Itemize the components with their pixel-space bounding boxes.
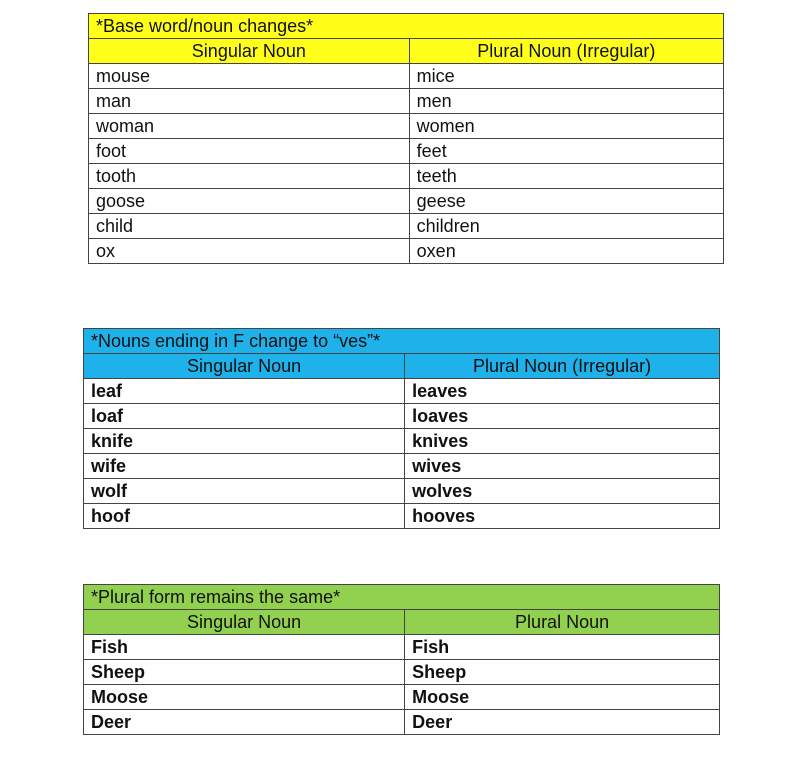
plural-cell: hooves <box>405 504 720 529</box>
plural-cell: Moose <box>405 685 720 710</box>
table-row <box>84 379 720 404</box>
plural-cell: women <box>409 114 723 139</box>
singular-cell: woman <box>89 114 410 139</box>
column-header-plural: Plural Noun <box>405 610 720 635</box>
plural-cell: feet <box>409 139 723 164</box>
singular-cell: Sheep <box>84 660 405 685</box>
f-to-ves-table <box>83 328 720 529</box>
table-row <box>89 64 724 89</box>
table-row <box>89 114 724 139</box>
table-row <box>84 429 720 454</box>
plural-cell: Fish <box>405 635 720 660</box>
plural-cell: oxen <box>409 239 723 264</box>
singular-cell: child <box>89 214 410 239</box>
table-title: *Plural form remains the same* <box>84 585 720 610</box>
plural-cell: leaves <box>405 379 720 404</box>
singular-cell: leaf <box>84 379 405 404</box>
singular-cell: Deer <box>84 710 405 735</box>
plural-cell: loaves <box>405 404 720 429</box>
plural-cell: wolves <box>405 479 720 504</box>
singular-cell: Fish <box>84 635 405 660</box>
column-header-plural: Plural Noun (Irregular) <box>405 354 720 379</box>
plural-cell: Sheep <box>405 660 720 685</box>
table-row <box>84 454 720 479</box>
table-row <box>84 504 720 529</box>
table-row <box>89 239 724 264</box>
singular-cell: ox <box>89 239 410 264</box>
singular-cell: wife <box>84 454 405 479</box>
table-title: *Nouns ending in F change to “ves”* <box>84 329 720 354</box>
singular-cell: wolf <box>84 479 405 504</box>
column-header-plural: Plural Noun (Irregular) <box>409 39 723 64</box>
plural-cell: mice <box>409 64 723 89</box>
column-header-singular: Singular Noun <box>84 354 405 379</box>
singular-cell: Moose <box>84 685 405 710</box>
table-row <box>84 710 720 735</box>
singular-cell: loaf <box>84 404 405 429</box>
column-header-singular: Singular Noun <box>89 39 410 64</box>
plural-cell: knives <box>405 429 720 454</box>
plural-cell: Deer <box>405 710 720 735</box>
base-word-changes-table <box>88 13 724 264</box>
table-row <box>84 404 720 429</box>
plural-same-table <box>83 584 720 735</box>
table-row <box>89 164 724 189</box>
column-header-singular: Singular Noun <box>84 610 405 635</box>
table-row <box>84 660 720 685</box>
singular-cell: goose <box>89 189 410 214</box>
singular-cell: knife <box>84 429 405 454</box>
singular-cell: mouse <box>89 64 410 89</box>
singular-cell: man <box>89 89 410 114</box>
singular-cell: foot <box>89 139 410 164</box>
plural-cell: children <box>409 214 723 239</box>
table-row <box>84 479 720 504</box>
plural-cell: geese <box>409 189 723 214</box>
plural-cell: teeth <box>409 164 723 189</box>
table-row <box>89 89 724 114</box>
table-title: *Base word/noun changes* <box>89 14 724 39</box>
table-row <box>84 635 720 660</box>
plural-cell: men <box>409 89 723 114</box>
singular-cell: hoof <box>84 504 405 529</box>
table-row <box>84 685 720 710</box>
singular-cell: tooth <box>89 164 410 189</box>
table-row <box>89 189 724 214</box>
plural-cell: wives <box>405 454 720 479</box>
table-row <box>89 139 724 164</box>
table-row <box>89 214 724 239</box>
